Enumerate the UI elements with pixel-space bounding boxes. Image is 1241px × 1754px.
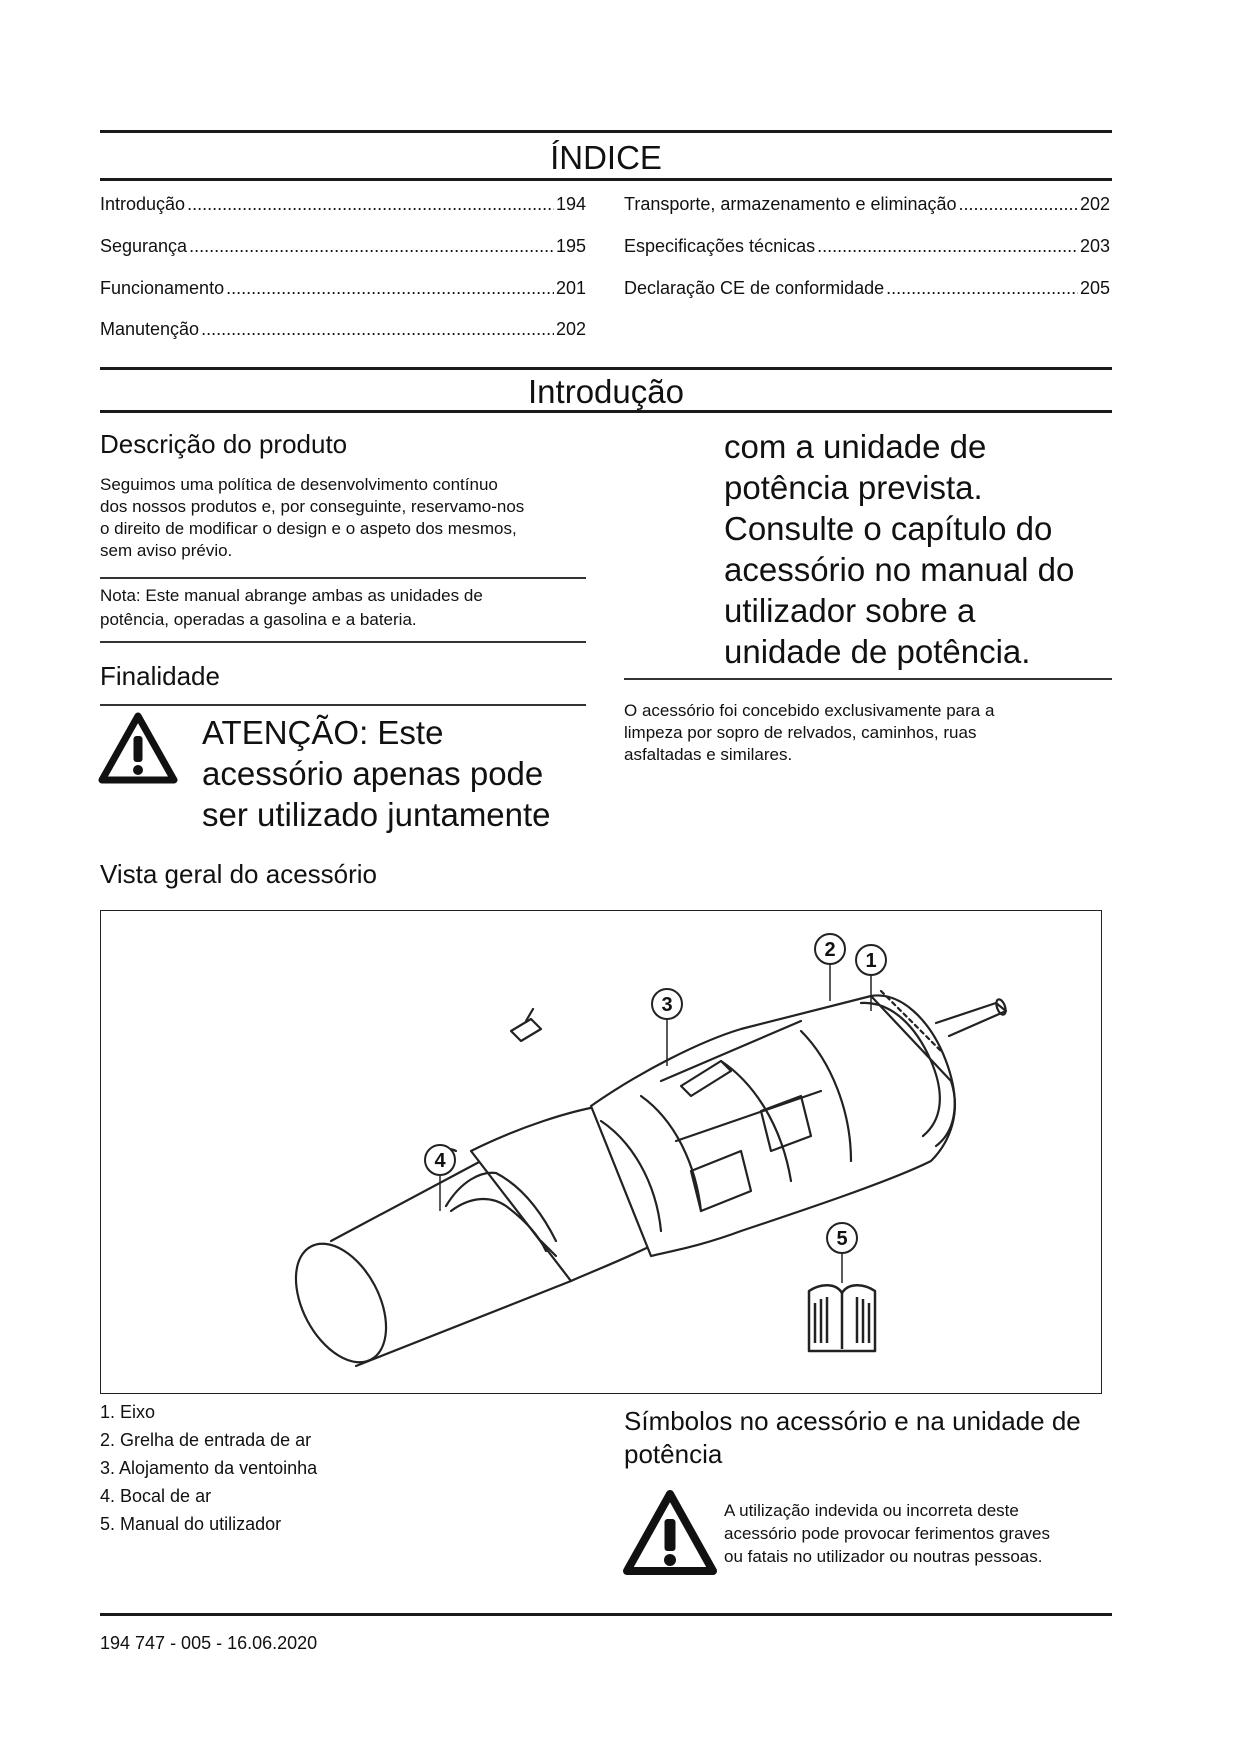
heading-line: Símbolos no acessório e na unidade de	[624, 1406, 1081, 1436]
callout-1-label: 1	[865, 950, 877, 972]
overview-heading: Vista geral do acessório	[100, 859, 378, 889]
note-label: Nota:	[100, 586, 141, 605]
text-line: o direito de modificar o design e o aspeto dos mesmos,	[100, 519, 517, 538]
toc-entry-label: Manutenção	[100, 319, 200, 339]
toc-entry[interactable]	[624, 235, 1110, 257]
intro-top-rule	[100, 367, 1112, 370]
manual-book-icon	[809, 1285, 875, 1351]
legend-item: 4. Bocal de ar	[100, 1486, 212, 1506]
toc-entry-label: Transporte, armazenamento e eliminação	[624, 194, 957, 214]
text-line: ou fatais no utilizador ou noutras pessoas.	[724, 1547, 1043, 1566]
toc-leader	[201, 318, 554, 340]
toc-entry[interactable]	[624, 193, 1110, 215]
toc-entry[interactable]	[100, 318, 586, 340]
warning-line: unidade de potência.	[724, 633, 1031, 670]
toc-entry-page: 201	[555, 278, 586, 298]
toc-leader	[226, 277, 554, 299]
text-line: sem aviso prévio.	[100, 541, 233, 560]
toc-leader	[817, 235, 1078, 257]
toc-entry-label: Declaração CE de conformidade	[624, 278, 885, 298]
warning-triangle-icon	[622, 1489, 718, 1577]
text-line: dos nossos produtos e, por conseguinte, reservamo-nos	[100, 497, 525, 516]
callout-3-label: 3	[661, 994, 673, 1016]
toc-leader	[187, 193, 554, 215]
text-line: acessório pode provocar ferimentos graves	[724, 1524, 1050, 1543]
callout-2	[815, 934, 845, 1001]
toc-entry-page: 202	[555, 319, 586, 339]
toc-entry[interactable]	[624, 277, 1110, 299]
toc-entry-label: Segurança	[100, 236, 188, 256]
footer-rule	[100, 1613, 1112, 1616]
legend-item: 3. Alojamento da ventoinha	[100, 1458, 318, 1478]
toc-leader	[959, 193, 1078, 215]
section-title: Introdução	[528, 373, 684, 410]
toc-leader	[189, 235, 554, 257]
toc-entry[interactable]	[100, 193, 586, 215]
toc-entry-page: 194	[555, 194, 586, 214]
callout-5	[827, 1223, 857, 1283]
callout-2-label: 2	[824, 939, 836, 961]
divider	[100, 577, 586, 579]
toc-entry-label: Funcionamento	[100, 278, 225, 298]
text-line: limpeza por sopro de relvados, caminhos, ruas	[624, 723, 977, 742]
warning-triangle-icon	[98, 712, 178, 784]
blower-illustration	[101, 911, 1101, 1393]
intro-title-rule	[100, 410, 1112, 413]
text-line: O acessório foi concebido exclusivamente para a	[624, 701, 995, 720]
footer-doc-ref: 194 747 - 005 - 16.06.2020	[100, 1633, 318, 1653]
callout-4-label: 4	[434, 1150, 446, 1172]
legend-item: 5. Manual do utilizador	[100, 1514, 282, 1534]
callout-5-label: 5	[836, 1228, 848, 1250]
text-line: Seguimos uma política de desenvolvimento contínuo	[100, 475, 498, 494]
toc-entry-page: 203	[1079, 236, 1110, 256]
toc-title-rule	[100, 178, 1112, 181]
divider	[100, 704, 586, 706]
divider	[624, 678, 1112, 680]
toc-entry-page: 202	[1079, 194, 1110, 214]
warning-line: Consulte o capítulo do	[724, 510, 1053, 547]
toc-entry-page: 205	[1079, 278, 1110, 298]
note-line-1	[100, 585, 483, 607]
toc-entry-label: Introdução	[100, 194, 186, 214]
accessory-figure	[100, 910, 1102, 1394]
product-description-heading: Descrição do produto	[100, 429, 348, 459]
note-text: Este manual abrange ambas as unidades de	[145, 586, 483, 605]
warning-line: ser utilizado juntamente	[202, 796, 551, 833]
toc-entry[interactable]	[100, 235, 586, 257]
text-line: A utilização indevida ou incorreta deste	[724, 1501, 1019, 1520]
note-line-2: potência, operadas a gasolina e a bateria.	[100, 610, 417, 629]
text-line: asfaltadas e similares.	[624, 745, 793, 764]
warning-line: acessório apenas pode	[202, 755, 544, 792]
toc-entry-label: Especificações técnicas	[624, 236, 816, 256]
toc-entry[interactable]	[100, 277, 586, 299]
toc-entry-page: 195	[555, 236, 586, 256]
warning-line: com a unidade de	[724, 428, 987, 465]
warning-line: potência prevista.	[724, 469, 983, 506]
warning-line: ATENÇÃO: Este	[202, 714, 444, 751]
heading-line: potência	[624, 1439, 723, 1469]
legend-item: 2. Grelha de entrada de ar	[100, 1430, 312, 1450]
legend-item: 1. Eixo	[100, 1402, 156, 1422]
warning-line: utilizador sobre a	[724, 592, 976, 629]
purpose-heading: Finalidade	[100, 661, 220, 691]
divider	[100, 641, 586, 643]
warning-line: acessório no manual do	[724, 551, 1075, 588]
toc-leader	[886, 277, 1078, 299]
toc-title: ÍNDICE	[550, 139, 662, 176]
top-rule	[100, 130, 1112, 133]
